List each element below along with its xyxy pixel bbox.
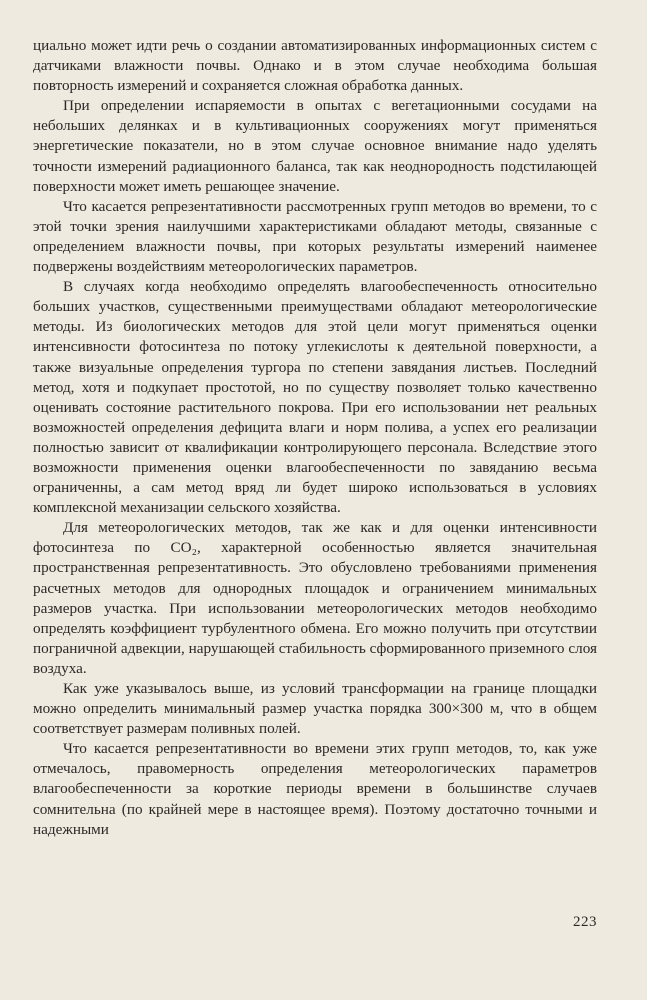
paragraph-6: Как уже указывалось выше, из условий трансформации на границе площадки можно определить минимальный размер участка порядка 300×300 м, что в общем соответствует размерам поливных полей. — [33, 680, 597, 738]
paragraph-4: В случаях когда необходимо определять влагообеспеченность относительно больших участков, существенными преимуществами обладают метеорологические методы. Из биологических методов для этой цели могут применяться оценки интенсивности фотосинтеза по потоку углекислоты к деятельной поверхности, а также визуальные определения тургора по степени завядания листьев. Последний метод, хотя и подкупает простотой, но по существу позволяет только качественно оценивать состояние растительного покрова. При его использовании нет реальных возможностей определения дефицита влаги и норм полива, а успех его реализации полностью зависит от квалификации контролирующего персонала. Вследствие этого возможности применения оценки влагообеспеченности по завяданию весьма ограниченны, а сам метод вряд ли будет широко использоваться в условиях комплексной механизации сельского хозяйства. — [33, 278, 597, 517]
paragraph-3: Что касается репрезентативности рассмотренных групп методов во времени, то с этой точки зрения наилучшими характеристиками обладают методы, связанные с определением влажности почвы, при которых результаты измерений наименее подвержены воздействиям метеорологических параметров. — [33, 197, 597, 276]
paragraph-7: Что касается репрезентативности во времени этих групп методов, то, как уже отмечалось, правомерность определения метеорологических параметров влагообеспеченности за короткие периоды времени в большинстве случаев сомнительна (по крайней мере в настоящее время). Поэтому достаточно точными и надежными — [33, 740, 597, 838]
paragraph-5: Для метеорологических методов, так же как и для оценки интенсивности фотосинтеза по CO₂, характерной особенностью является значительная пространственная репрезентативность. Это обусловлено требованиями применения расчетных методов для однородных площадок и ограничением минимальных размеров участка. При использовании метеорологических методов необходимо определять коэффициент турбулентного обмена. Его можно получить при отсутствии пограничной адвекции, нарушающей стабильность сформированного приземного слоя воздуха. — [33, 519, 597, 677]
page-body — [33, 36, 597, 840]
paragraph-1: циально может идти речь о создании автоматизированных информационных систем с датчиками влажности почвы. Однако и в этом случае необходима большая повторность измерений и сохраняется сложная обработка данных. — [33, 37, 597, 95]
page-number: 223 — [573, 914, 597, 930]
paragraph-2: При определении испаряемости в опытах с вегетационными сосудами на небольших делянках и в культивационных сооружениях могут применяться энергетические показатели, но в этом случае основное внимание надо уделять точности измерений радиационного баланса, так как неоднородность подстилающей поверхности может иметь решающее значение. — [33, 97, 597, 195]
